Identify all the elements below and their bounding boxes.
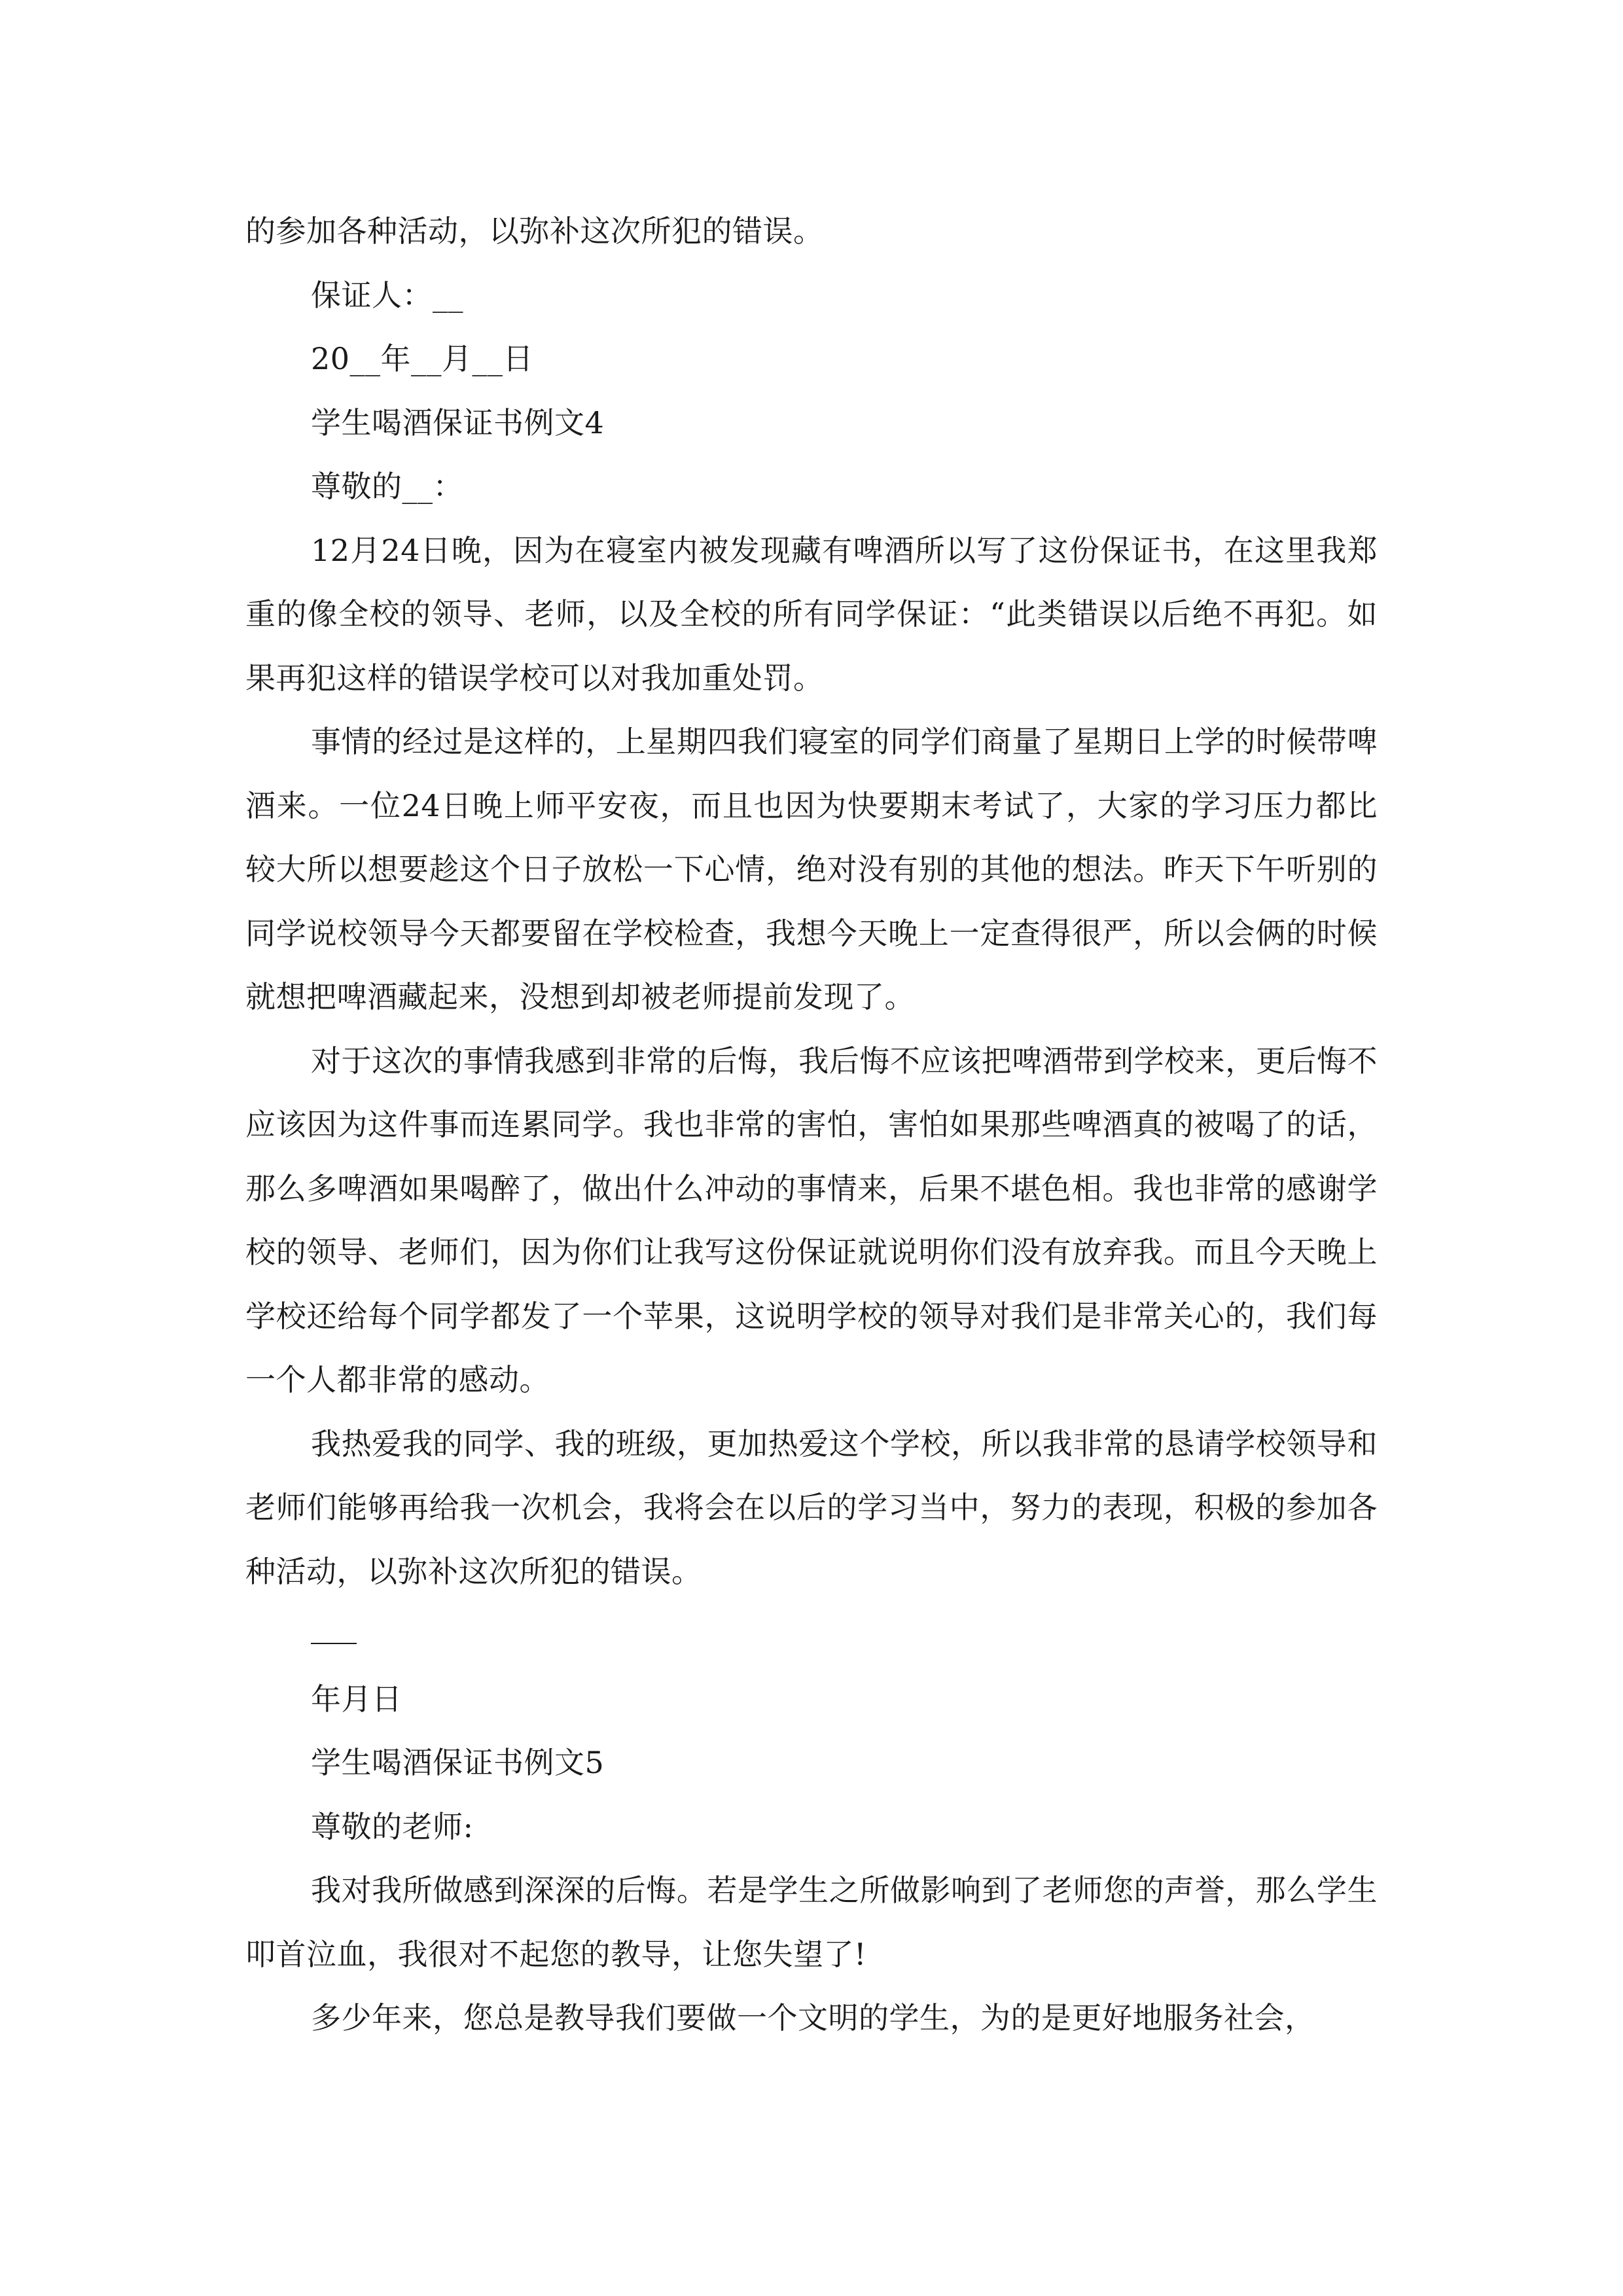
date-line: 年月日 [311,1681,402,1717]
signature-rule [311,1643,357,1644]
signature-blank [245,1604,1378,1668]
paragraph: 多少年来，您总是教导我们要做一个文明的学生，为的是更好地服务社会， [311,2000,1315,2036]
date-line: 20__年__月__日 [311,341,534,376]
paragraph: 对于这次的事情我感到非常的后悔，我后悔不应该把啤酒带到学校来，更后悔不应该因为这件事而连累同学。我也非常的害怕，害怕如果那些啤酒真的被喝了的话，那么多啤酒如果喝醉了，做出什么冲动的事情来，后果不堪色相。我也非常的感谢学校的领导、老师们，因为你们让我写这份保证就说明你们没有放弃我。而且今天晚上学校还给每个同学都发了一个苹果，这说明学校的领导对我们是非常关心的，我们每一个人都非常的感动。 [245,1043,1378,1397]
document-body [245,200,1378,2051]
paragraph: 我热爱我的同学、我的班级，更加热爱这个学校，所以我非常的恳请学校领导和老师们能够再给我一次机会，我将会在以后的学习当中，努力的表现，积极的参加各种活动，以弥补这次所犯的错误。 [245,1426,1378,1589]
paragraph: 12月24日晚，因为在寝室内被发现藏有啤酒所以写了这份保证书，在这里我郑重的像全校的领导、老师，以及全校的所有同学保证：“此类错误以后绝不再犯。如果再犯这样的错误学校可以对我加重处罚。 [245,532,1378,696]
section-title: 学生喝酒保证书例文4 [311,404,605,440]
paragraph: 的参加各种活动，以弥补这次所犯的错误。 [245,213,824,249]
guarantor-line: 保证人：__ [311,277,463,313]
salutation: 尊敬的__： [311,469,463,504]
paragraph: 我对我所做感到深深的后悔。若是学生之所做影响到了老师您的声誉，那么学生叩首泣血，我很对不起您的教导，让您失望了! [245,1873,1378,1972]
salutation: 尊敬的老师: [311,1808,474,1844]
paragraph: 事情的经过是这样的，上星期四我们寝室的同学们商量了星期日上学的时候带啤酒来。一位24日晚上师平安夜，而且也因为快要期末考试了，大家的学习压力都比较大所以想要趁这个日子放松一下心情，绝对没有别的其他的想法。昨天下午听别的同学说校领导今天都要留在学校检查，我想今天晚上一定查得很严，所以会俩的时候就想把啤酒藏起来，没想到却被老师提前发现了。 [245,724,1378,1014]
section-title: 学生喝酒保证书例文5 [311,1745,605,1780]
